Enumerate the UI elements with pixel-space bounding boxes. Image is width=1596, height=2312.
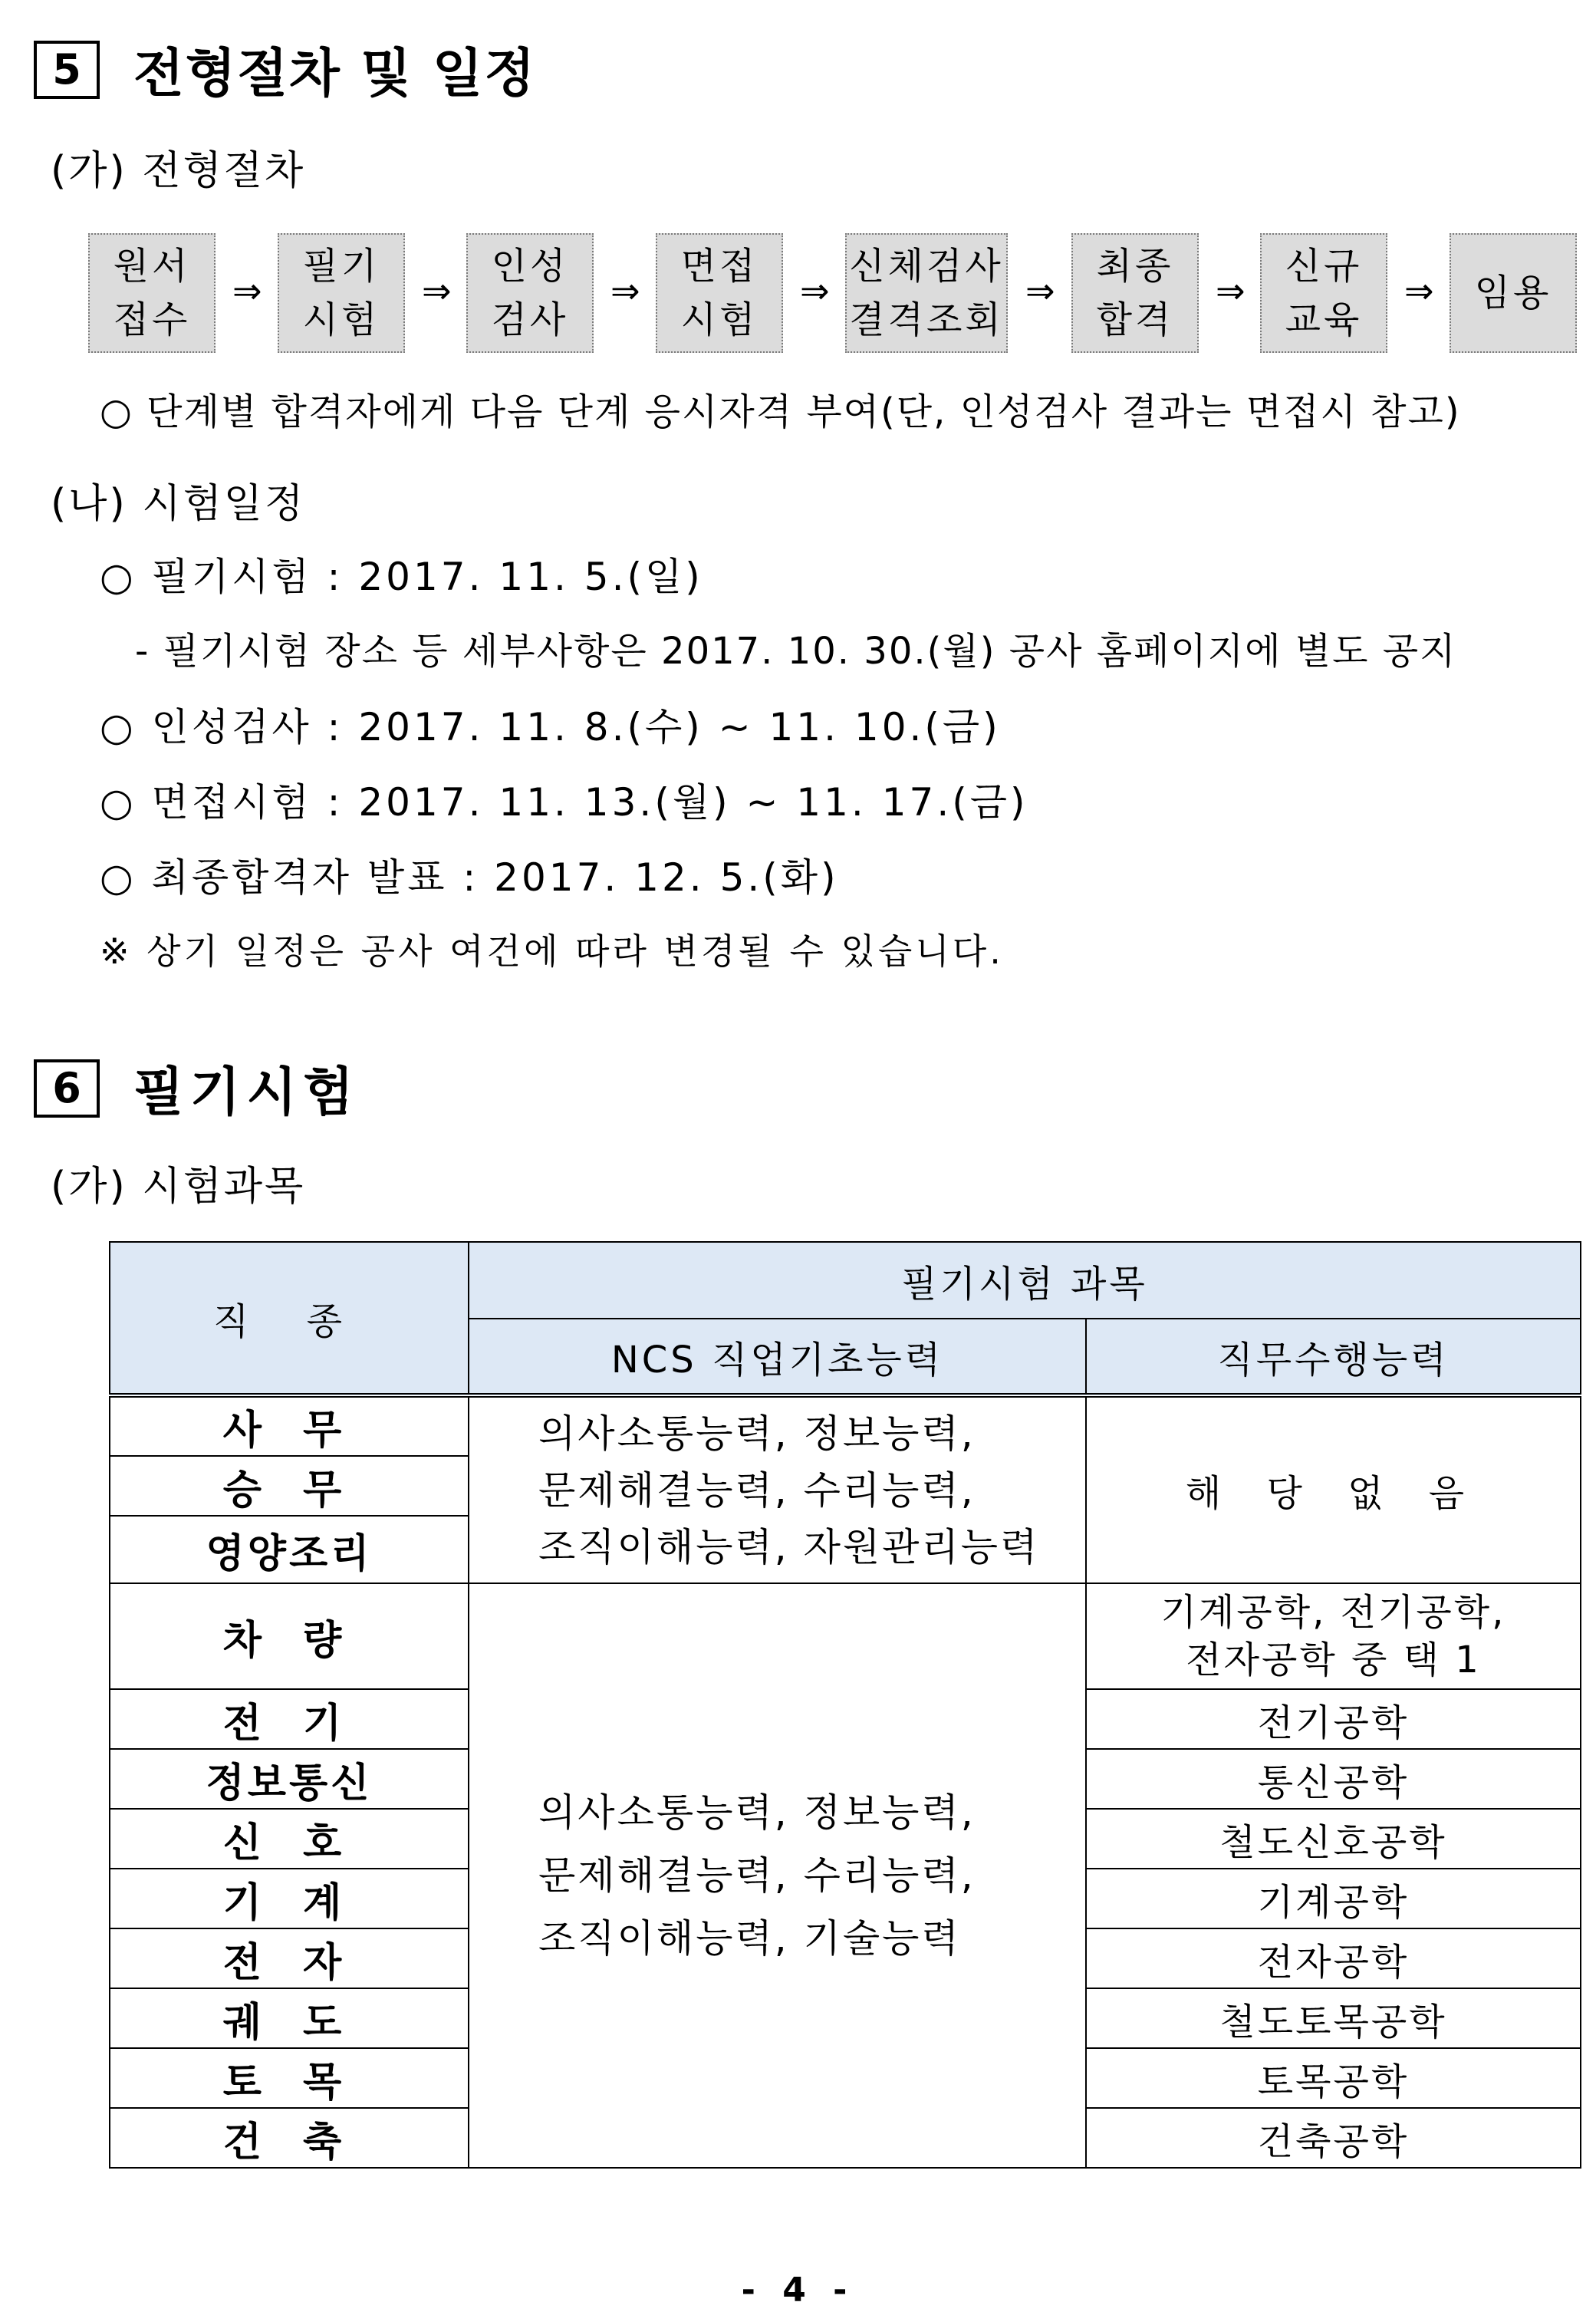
flow-step [1450,233,1577,353]
exam-subjects-table [109,1241,1581,2169]
schedule-detail: - 필기시험 장소 등 세부사항은 2017. 10. 30.(월) 공사 홈페이지에 별도 공지 [135,630,1457,673]
job-cell: 차 량 [110,1583,469,1689]
job-cell: 영양조리 [110,1516,469,1583]
duty-line: 전자공학 중 택 1 [1186,1638,1481,1681]
section-title: 전형절차 및 일정 [133,44,537,104]
section-number: 5 [34,41,100,99]
duty-cell: 건축공학 [1086,2108,1581,2168]
flow-step-line: 최종 [1096,245,1174,288]
section-number: 6 [34,1059,100,1118]
flow-step-line: 필기 [302,245,380,288]
duty-cell: 통신공학 [1086,1749,1581,1809]
header-ncs: NCS 직업기초능력 [469,1319,1086,1395]
header-subjects: 필기시험 과목 [469,1242,1581,1319]
arrow-icon: ⇒ [800,270,830,311]
flow-step [845,233,1008,353]
section-title: 필기시험 [133,1062,360,1123]
process-flow [88,233,1584,353]
schedule-note: ※ 상기 일정은 공사 여건에 따라 변경될 수 있습니다. [100,930,1004,972]
arrow-icon: ⇒ [1404,270,1434,311]
flow-step-line: 시험 [302,298,380,341]
page-number: - 4 - [741,2271,855,2310]
subsection-heading: (가) 전형절차 [51,148,306,194]
flow-step [656,233,783,353]
arrow-icon: ⇒ [422,270,452,311]
ncs-line: 문제해결능력, 수리능력, [538,1853,976,1898]
flow-step-line: 임용 [1474,272,1552,315]
header-job: 직 종 [110,1242,469,1395]
flow-step-line: 면접 [680,245,759,288]
flow-step [278,233,405,353]
flow-step [466,233,594,353]
ncs-line: 조직이해능력, 기술능력 [538,1916,961,1961]
duty-cell [1086,1583,1581,1689]
ncs-line: 의사소통능력, 정보능력, [538,1790,976,1835]
flow-step-line: 검사 [491,298,569,341]
section-5-header [34,32,536,107]
arrow-icon: ⇒ [610,270,640,311]
table-row [110,1395,1581,1456]
section-6-header [34,1051,360,1125]
flow-step-line: 원서 [113,245,191,288]
arrow-icon: ⇒ [232,270,262,311]
job-cell: 토 목 [110,2048,469,2108]
flow-step-line: 시험 [680,298,759,341]
job-cell: 승 무 [110,1456,469,1516]
schedule-item: ○ 인성검사 : 2017. 11. 8.(수) ~ 11. 10.(금) [100,705,1001,749]
ncs-cell [469,1583,1086,2168]
flow-note: ○ 단계별 합격자에게 다음 단계 응시자격 부여(단, 인성검사 결과는 면접시 참고) [100,390,1461,433]
ncs-line: 문제해결능력, 수리능력, [538,1467,976,1513]
flow-step [88,233,216,353]
job-cell: 신 호 [110,1809,469,1869]
duty-cell: 해 당 없 음 [1086,1395,1581,1583]
duty-cell: 철도토목공학 [1086,1988,1581,2048]
job-cell: 정보통신 [110,1749,469,1809]
flow-step-line: 교육 [1285,298,1363,341]
job-cell: 전 자 [110,1928,469,1988]
header-duty: 직무수행능력 [1086,1319,1581,1395]
table-header-row [110,1242,1581,1319]
duty-cell: 기계공학 [1086,1869,1581,1928]
flow-step [1071,233,1199,353]
ncs-line: 조직이해능력, 자원관리능력 [538,1524,1040,1569]
flow-step-line: 인성 [491,245,569,288]
schedule-item: ○ 면접시험 : 2017. 11. 13.(월) ~ 11. 17.(금) [100,780,1028,825]
flow-step-line: 신체검사 [849,245,1004,288]
duty-cell: 전기공학 [1086,1689,1581,1749]
schedule-item: ○ 최종합격자 발표 : 2017. 12. 5.(화) [100,855,839,900]
flow-step-line: 접수 [113,298,191,341]
arrow-icon: ⇒ [1216,270,1246,311]
flow-step-line: 결격조회 [849,298,1004,341]
flow-step-line: 합격 [1096,298,1174,341]
job-cell: 기 계 [110,1869,469,1928]
table-row [110,1583,1581,1689]
schedule-item: ○ 필기시험 : 2017. 11. 5.(일) [100,555,703,599]
duty-line: 기계공학, 전기공학, [1160,1591,1506,1634]
arrow-icon: ⇒ [1025,270,1055,311]
duty-cell: 철도신호공학 [1086,1809,1581,1869]
job-cell: 궤 도 [110,1988,469,2048]
duty-cell: 전자공학 [1086,1928,1581,1988]
job-cell: 사 무 [110,1395,469,1456]
ncs-line: 의사소통능력, 정보능력, [538,1411,976,1456]
flow-step-line: 신규 [1285,245,1363,288]
subsection-heading: (나) 시험일정 [51,481,306,527]
job-cell: 전 기 [110,1689,469,1749]
duty-cell: 토목공학 [1086,2048,1581,2108]
ncs-cell [469,1395,1086,1583]
flow-step [1260,233,1387,353]
subsection-heading: (가) 시험과목 [51,1164,306,1210]
job-cell: 건 축 [110,2108,469,2168]
